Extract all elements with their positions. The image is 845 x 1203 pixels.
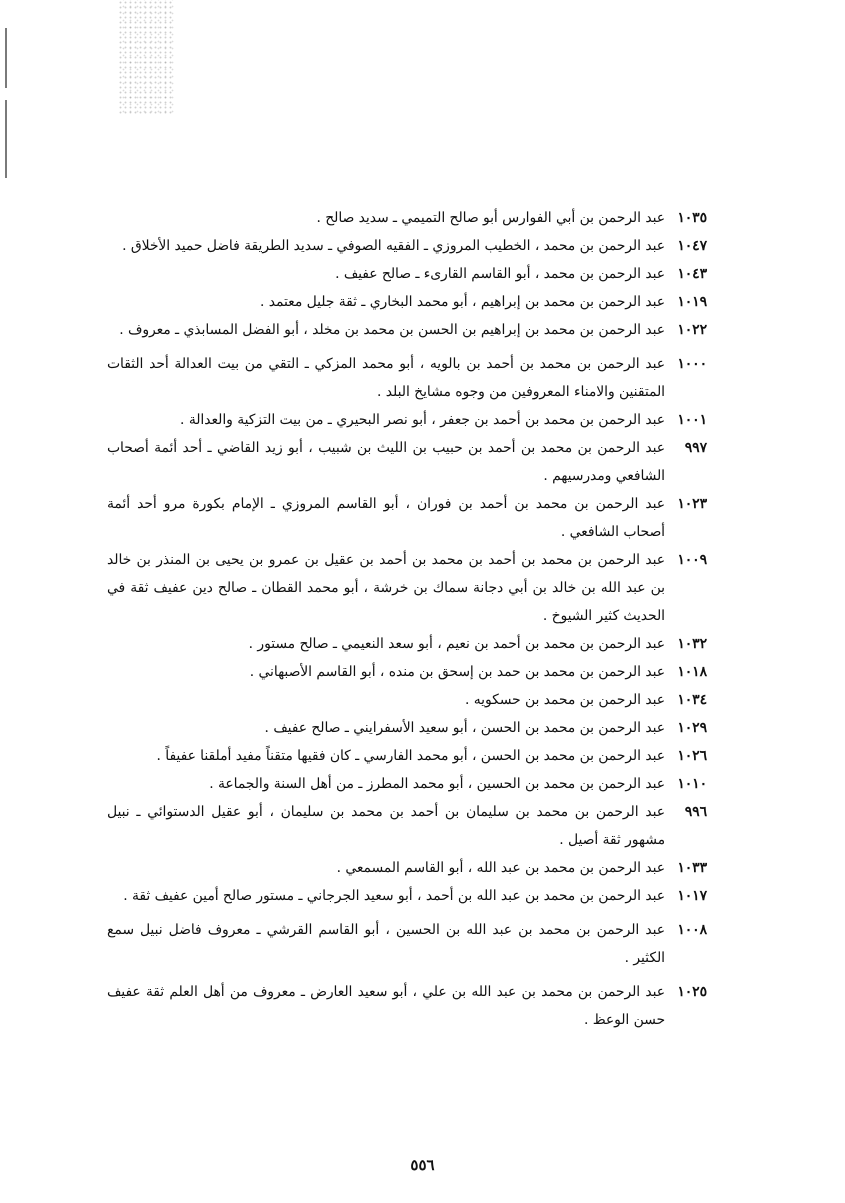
- entry-number: ١٠٠٩: [677, 552, 707, 568]
- entry-number: ١٠٣٣: [677, 860, 707, 876]
- entry-number: ١٠١٧: [677, 888, 707, 904]
- entry-text: عبد الرحمن بن محمد بن أحمد بن فوران ، أبو القاسم المروزي ـ الإمام بكورة مرو أحد أئمة أصحاب الشافعي .: [107, 496, 665, 540]
- entry-number: ٩٩٧: [684, 440, 707, 456]
- entry-text: عبد الرحمن بن محمد بن الحسين ، أبو محمد المطرز ـ من أهل السنة والجماعة .: [209, 776, 665, 792]
- list-item: [107, 546, 707, 630]
- entry-text: عبد الرحمن بن محمد بن عبد الله ، أبو القاسم المسمعي .: [336, 860, 665, 876]
- entry-number: ١٠٠٠: [677, 356, 707, 372]
- page-edge-mark: [5, 28, 7, 178]
- entry-text: عبد الرحمن بن محمد بن حسكويه .: [464, 692, 665, 708]
- entry-number: ١٠٤٧: [677, 238, 707, 254]
- list-item: [107, 714, 707, 742]
- list-item: [107, 916, 707, 972]
- list-item: [107, 490, 707, 546]
- list-item: [107, 350, 707, 406]
- list-item: [107, 686, 707, 714]
- list-item: [107, 798, 707, 854]
- list-item: [107, 854, 707, 882]
- biography-list: [107, 204, 707, 1034]
- entry-number: ١٠١٠: [677, 776, 707, 792]
- list-item: [107, 658, 707, 686]
- entry-text: عبد الرحمن بن محمد بن أحمد بن محمد بن أحمد بن عقيل بن عمرو بن يحيى بن المنذر بن خالد بن عبد الله بن خالد بن أبي دجانة سماك بن خرشة ، أبو محمد القطان ـ صالح دين عفيف ثقة في الحديث كثير الشيوخ .: [107, 552, 665, 624]
- list-item: [107, 630, 707, 658]
- entry-text: عبد الرحمن بن محمد بن الحسن ، أبو سعيد الأسفرايني ـ صالح عفيف .: [264, 720, 665, 736]
- entry-number: ١٠٢٢: [677, 322, 707, 338]
- entry-number: ١٠٢٦: [677, 748, 707, 764]
- entry-number: ١٠٠١: [677, 412, 707, 428]
- entry-number: ١٠٣٤: [677, 692, 707, 708]
- entry-number: ١٠٤٣: [677, 266, 707, 282]
- entry-text: عبد الرحمن بن محمد بن إبراهيم ، أبو محمد البخاري ـ ثقة جليل معتمد .: [260, 294, 665, 310]
- list-item: [107, 288, 707, 316]
- entry-text: عبد الرحمن بن محمد بن أحمد بن حبيب بن الليث بن شبيب ، أبو زيد القاضي ـ أحد أئمة أصحاب الشافعي ومدرسيهم .: [107, 440, 665, 484]
- entry-number: ١٠١٨: [677, 664, 707, 680]
- page-number: ٥٥٦: [410, 1156, 435, 1174]
- entry-number: ١٠٣٢: [677, 636, 707, 652]
- list-item: [107, 316, 707, 344]
- entry-number: ١٠٢٥: [677, 984, 707, 1000]
- list-item: [107, 978, 707, 1034]
- entry-text: عبد الرحمن بن محمد بن سليمان بن أحمد بن محمد بن سليمان ، أبو عقيل الدستوائي ـ نبيل مشهور ثقة أصيل .: [107, 804, 665, 848]
- entry-text: عبد الرحمن بن محمد ، أبو القاسم القارىء ـ صالح عفيف .: [335, 266, 665, 282]
- list-item: [107, 882, 707, 910]
- entry-text: عبد الرحمن بن محمد بن أحمد بن بالويه ، أبو محمد المزكي ـ التقي من بيت العدالة أحد الثقات المتقنين والامناء المعروفين من وجوه مشايخ البلد .: [107, 356, 665, 400]
- list-item: [107, 770, 707, 798]
- list-item: [107, 204, 707, 232]
- entry-text: عبد الرحمن بن محمد بن الحسن ، أبو محمد الفارسي ـ كان فقيها متقناً مفيد أملقنا عفيفاً .: [156, 748, 665, 764]
- entry-number: ١٠٢٩: [677, 720, 707, 736]
- entry-text: عبد الرحمن بن محمد بن حمد بن إسحق بن منده ، أبو القاسم الأصبهاني .: [249, 664, 665, 680]
- list-item: [107, 406, 707, 434]
- entry-text: عبد الرحمن بن محمد ، الخطيب المروزي ـ الفقيه الصوفي ـ سديد الطريقة فاضل حميد الأخلاق .: [122, 238, 665, 254]
- entry-number: ١٠١٩: [677, 294, 707, 310]
- entry-text: عبد الرحمن بن محمد بن إبراهيم بن الحسن بن محمد بن مخلد ، أبو الفضل المسابذي ـ معروف .: [119, 322, 665, 338]
- entry-text: عبد الرحمن بن محمد بن عبد الله بن الحسين ، أبو القاسم القرشي ـ معروف فاضل نبيل سمع الكثير .: [107, 922, 665, 966]
- entry-number: ١٠٢٣: [677, 496, 707, 512]
- entry-text: عبد الرحمن بن محمد بن أحمد بن نعيم ، أبو سعد النعيمي ـ صالح مستور .: [248, 636, 665, 652]
- list-item: [107, 260, 707, 288]
- entry-number: ١٠٠٨: [677, 922, 707, 938]
- entry-text: عبد الرحمن بن محمد بن عبد الله بن أحمد ، أبو سعيد الجرجاني ـ مستور صالح أمين عفيف ثقة .: [123, 888, 665, 904]
- list-item: [107, 232, 707, 260]
- entry-number: ١٠٣٥: [677, 210, 707, 226]
- entry-text: عبد الرحمن بن محمد بن أحمد بن جعفر ، أبو نصر البحيري ـ من بيت التزكية والعدالة .: [180, 412, 665, 428]
- scan-artifact: [118, 0, 174, 116]
- list-item: [107, 742, 707, 770]
- list-item: [107, 434, 707, 490]
- entry-text: عبد الرحمن بن أبي الفوارس أبو صالح التميمي ـ سديد صالح .: [316, 210, 665, 226]
- entry-text: عبد الرحمن بن محمد بن عبد الله بن علي ، أبو سعيد العارض ـ معروف من أهل العلم ثقة عفيف حسن الوعظ .: [107, 984, 665, 1028]
- entry-number: ٩٩٦: [684, 804, 707, 820]
